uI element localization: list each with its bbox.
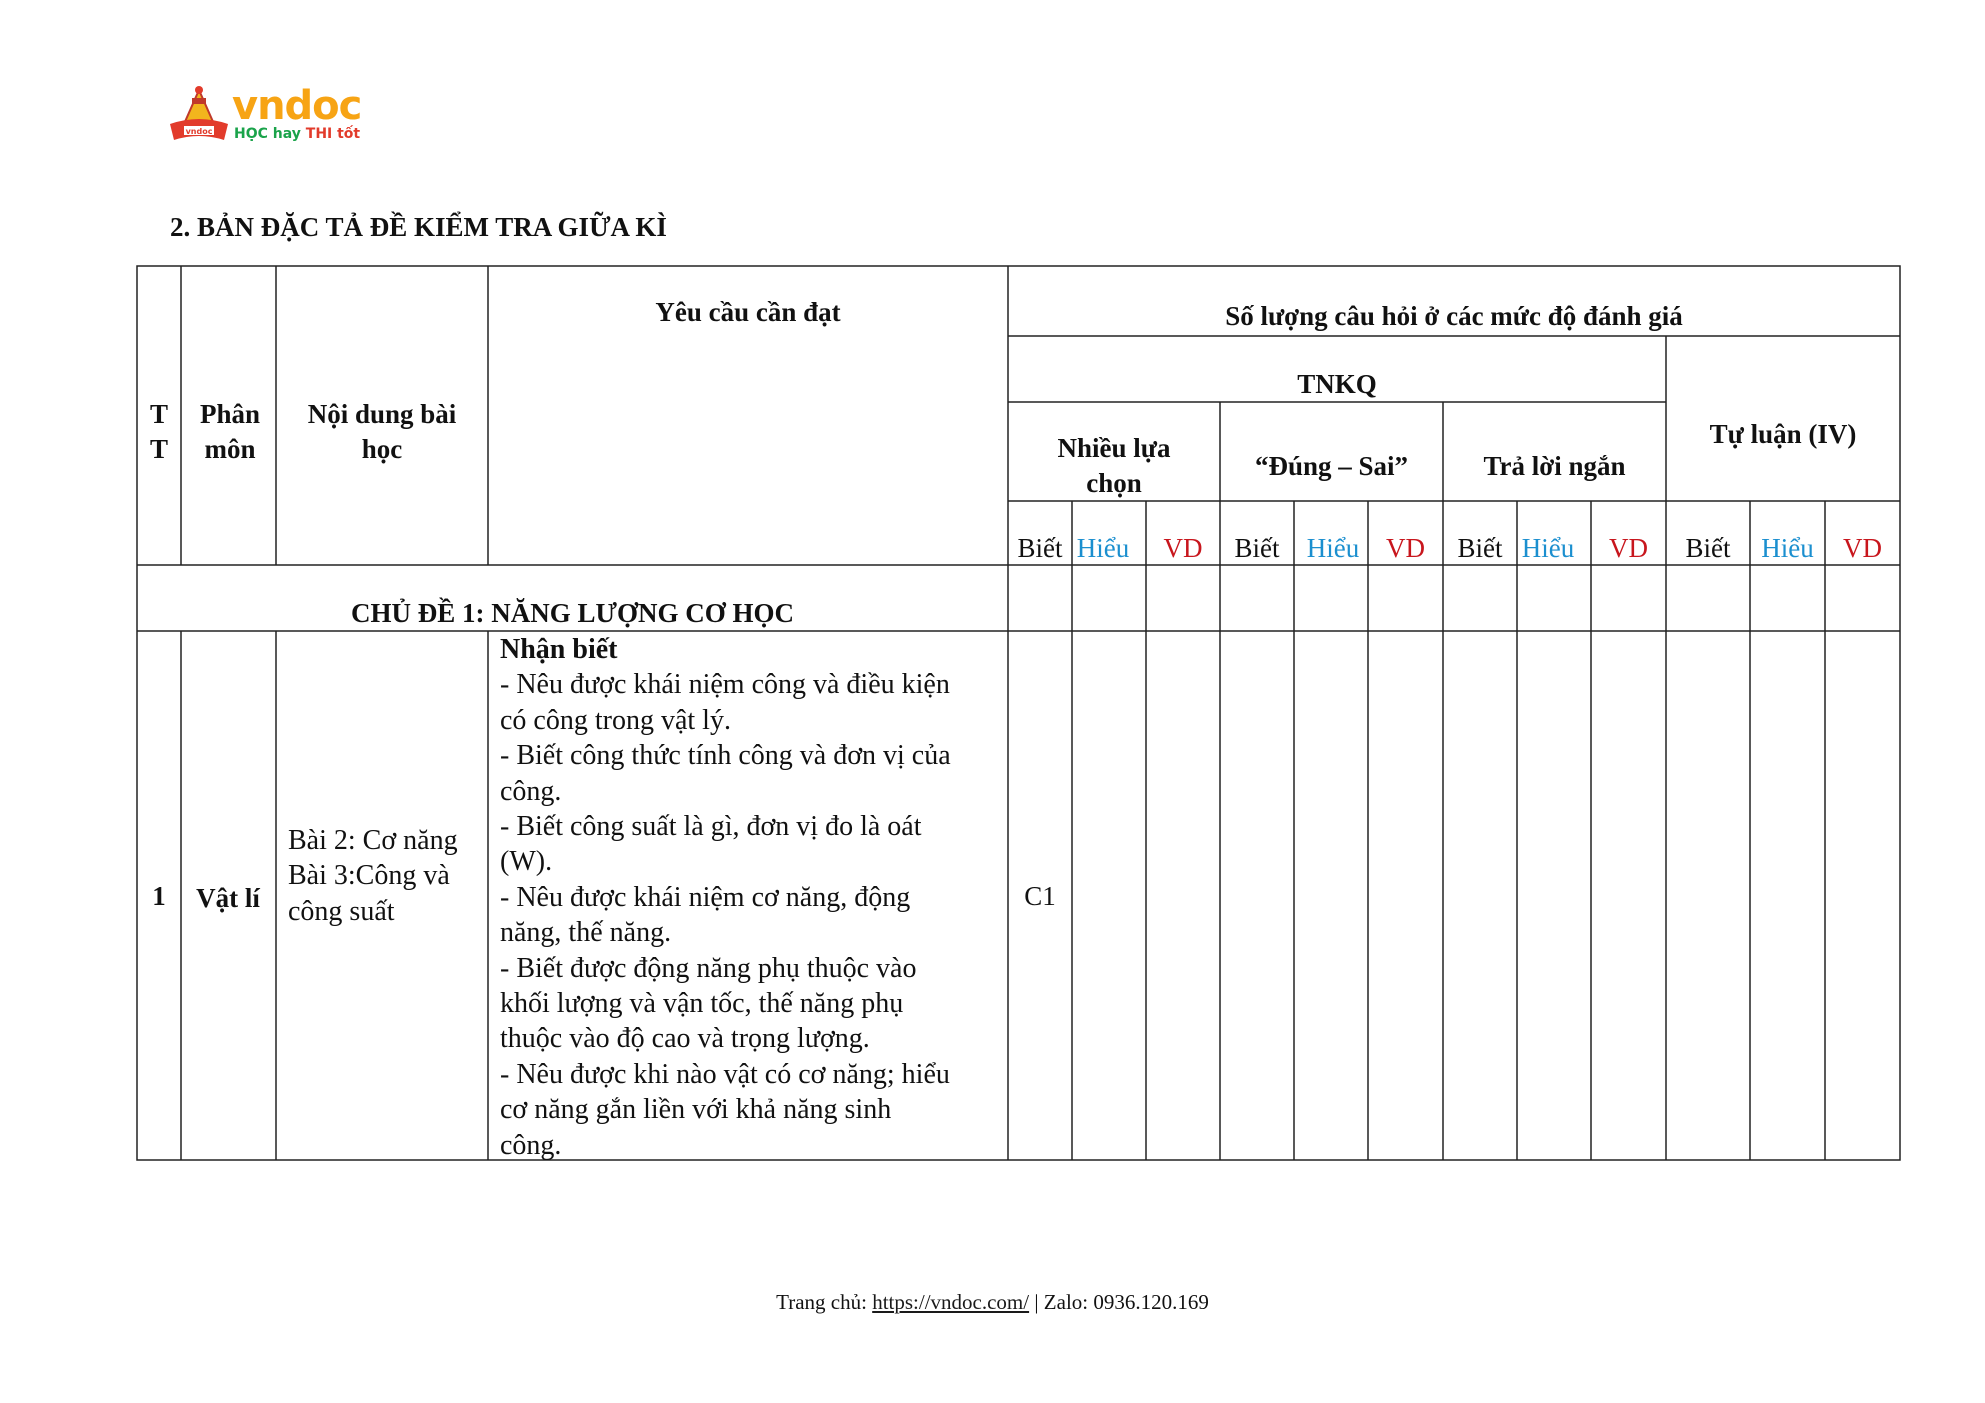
- level-vd: VD: [1386, 532, 1425, 563]
- footer-home-link[interactable]: https://vndoc.com/: [872, 1290, 1030, 1314]
- footer-suffix: | Zalo: 0936.120.169: [1029, 1290, 1209, 1314]
- row-lesson-line: công suất: [288, 895, 395, 927]
- header-short-answer: Trả lời ngắn: [1483, 450, 1626, 481]
- requirement-line: - Nêu được khái niệm công và điều kiện: [500, 669, 950, 701]
- header-tt: [137, 394, 181, 470]
- page-title: 2. BẢN ĐẶC TẢ ĐỀ KIỂM TRA GIỮA KÌ: [170, 212, 667, 242]
- requirement-line: - Biết được động năng phụ thuộc vào: [500, 952, 917, 984]
- header-tt-line1: T: [149, 399, 168, 429]
- level-vd: VD: [1609, 532, 1648, 563]
- level-biet: Biết: [1234, 532, 1280, 563]
- requirement-line: công.: [500, 1129, 562, 1161]
- level-hieu: Hiểu: [1076, 532, 1130, 563]
- header-essay: Tự luận (IV): [1709, 418, 1857, 449]
- level-hieu: Hiểu: [1521, 532, 1575, 563]
- header-subject: Phân môn: [199, 399, 261, 464]
- row-tt: 1: [152, 880, 166, 911]
- header-tnkq: TNKQ: [1297, 368, 1377, 399]
- row-lesson-line: Bài 3:Công và: [288, 860, 450, 892]
- row-mc-biet-cell: C1: [1024, 880, 1056, 911]
- row-lesson-line: Bài 2: Cơ năng: [288, 825, 458, 856]
- level-biet: Biết: [1457, 532, 1503, 563]
- row-requirement: [500, 632, 1000, 1163]
- header-content: Nội dung bài học: [307, 399, 457, 464]
- level-biet: Biết: [1017, 532, 1063, 563]
- requirement-line: có công trong vật lý.: [500, 704, 731, 736]
- requirement-line: - Nêu được khi nào vật có cơ năng; hiểu: [500, 1058, 950, 1090]
- page-footer: [0, 1290, 1985, 1315]
- row-lesson: [288, 823, 488, 929]
- temple-logo-icon: [168, 84, 230, 150]
- footer-prefix: Trang chủ:: [776, 1290, 873, 1314]
- level-vd: VD: [1163, 532, 1203, 563]
- requirement-line: - Nêu được khái niệm cơ năng, động: [500, 881, 911, 913]
- logo-tagline: [234, 126, 360, 142]
- vndoc-logo[interactable]: [168, 84, 368, 150]
- requirement-line: cơ năng gắn liền với khả năng sinh: [500, 1094, 892, 1126]
- requirement-line: công.: [500, 775, 562, 807]
- requirement-line: - Biết công suất là gì, đơn vị đo là oát: [500, 811, 922, 843]
- requirement-line: (W).: [500, 846, 553, 878]
- topic-title: CHỦ ĐỀ 1: NĂNG LƯỢNG CƠ HỌC: [351, 597, 794, 628]
- header-requirement: Yêu cầu cần đạt: [655, 296, 841, 327]
- level-hieu: Hiểu: [1306, 532, 1360, 563]
- requirement-title: Nhận biết: [500, 634, 618, 665]
- header-question-count: Số lượng câu hỏi ở các mức độ đánh giá: [1225, 300, 1683, 331]
- requirement-line: năng, thế năng.: [500, 917, 672, 949]
- level-vd: VD: [1843, 532, 1882, 563]
- header-multiple-choice: Nhiều lựa chọn: [1057, 433, 1171, 498]
- logo-wordmark: vndoc: [232, 83, 362, 129]
- logo-tagline-part2: THI tốt: [305, 126, 361, 142]
- logo-tagline-part1: HỌC hay: [234, 126, 301, 142]
- row-subject: Vật lí: [196, 882, 260, 913]
- logo-badge-text: vndoc: [185, 127, 213, 136]
- header-true-false: “Đúng – Sai”: [1254, 450, 1409, 481]
- level-hieu: Hiểu: [1761, 532, 1814, 563]
- level-biet: Biết: [1685, 532, 1731, 563]
- requirement-line: thuộc vào độ cao và trọng lượng.: [500, 1023, 870, 1055]
- requirement-line: - Biết công thức tính công và đơn vị của: [500, 740, 951, 772]
- requirement-line: khối lượng và vận tốc, thế năng phụ: [500, 988, 904, 1020]
- header-tt-line2: T: [149, 434, 168, 464]
